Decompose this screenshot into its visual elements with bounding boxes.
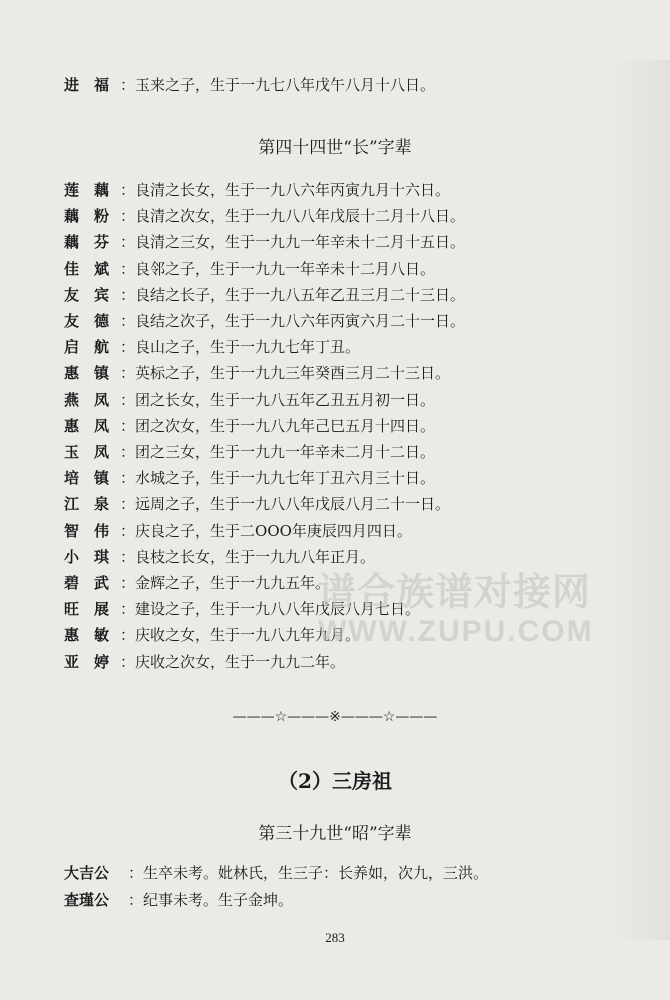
entry-name: 莲 藕 bbox=[64, 181, 110, 199]
entry-name: 藕 芬 bbox=[64, 233, 110, 252]
entry-text: 良清之次女，生于一九八八年戊辰十二月十八日。 bbox=[135, 207, 466, 226]
genealogy-entry bbox=[64, 203, 465, 229]
entry-colon: ： bbox=[120, 233, 136, 252]
genealogy-entry bbox=[64, 570, 330, 596]
entry-text: 水城之子，生于一九九七年丁丑六月三十日。 bbox=[135, 469, 436, 488]
genealogy-entry bbox=[64, 887, 293, 913]
entry-text: 良邻之子，生于一九九一年辛未十二月八日。 bbox=[135, 259, 436, 278]
genealogy-entry bbox=[64, 596, 420, 622]
entry-colon: ： bbox=[120, 547, 136, 566]
entry-name: 进 福 bbox=[64, 76, 110, 94]
watermark-cn: 谱合族谱对接网 bbox=[318, 570, 592, 614]
entry-name: 小 琪 bbox=[64, 547, 110, 566]
entry-colon: ： bbox=[120, 76, 136, 94]
entry-colon: ： bbox=[120, 626, 136, 645]
entry-text: 建设之子，生于一九八八年戊辰八月七日。 bbox=[135, 600, 421, 619]
entry-text: 英标之子，生于一九九三年癸酉三月二十三日。 bbox=[135, 364, 451, 383]
entry-colon: ： bbox=[120, 207, 136, 226]
entry-text: 良结之长子，生于一九八五年乙丑三月二十三日。 bbox=[135, 285, 466, 304]
entry-text: 良枝之长女，生于一九九八年正月。 bbox=[135, 547, 376, 566]
entry-colon: ： bbox=[120, 574, 136, 592]
entry-name: 惠 凤 bbox=[64, 416, 110, 435]
entry-colon: ： bbox=[120, 364, 136, 383]
entry-text: 良清之三女，生于一九九一年辛未十二月十五日。 bbox=[135, 233, 466, 252]
entry-colon: ： bbox=[120, 652, 136, 671]
entry-text: 玉来之子，生于一九七八年戊午八月十八日。 bbox=[135, 76, 436, 94]
section-title: （2）三房祖 bbox=[278, 769, 392, 793]
entry-name: 培 镇 bbox=[64, 469, 110, 488]
entry-name: 燕 凤 bbox=[64, 390, 110, 409]
genealogy-entry bbox=[64, 649, 345, 675]
entry-name: 惠 镇 bbox=[64, 364, 110, 383]
entry-colon: ： bbox=[128, 864, 144, 882]
entry-top bbox=[64, 72, 435, 98]
entry-colon: ： bbox=[120, 521, 136, 540]
entry-colon: ： bbox=[120, 338, 136, 357]
entry-name: 佳 斌 bbox=[64, 259, 110, 278]
genealogy-entry bbox=[64, 360, 450, 386]
entry-name: 碧 武 bbox=[64, 574, 110, 592]
section-divider: ———☆———※———☆——— bbox=[232, 709, 438, 725]
entry-name: 江 泉 bbox=[64, 495, 110, 514]
entry-text: 纪事未考。生子金坤。 bbox=[143, 891, 294, 909]
entry-text: 庆收之女，生于一九八九年九月。 bbox=[135, 626, 361, 645]
page-number: 283 bbox=[325, 930, 345, 945]
genealogy-entry bbox=[64, 308, 465, 334]
entry-name: 智 伟 bbox=[64, 521, 110, 540]
watermark-en: WWW.ZUPU.COM bbox=[318, 615, 594, 648]
entry-text: 团之次女，生于一九八九年己巳五月十四日。 bbox=[135, 416, 436, 435]
entry-colon: ： bbox=[120, 600, 136, 619]
genealogy-entry bbox=[64, 256, 435, 282]
entry-text: 团之三女，生于一九九一年辛未二月十二日。 bbox=[135, 443, 436, 461]
entry-colon: ： bbox=[120, 416, 136, 435]
genealogy-entry bbox=[64, 518, 412, 544]
entry-name: 亚 婷 bbox=[64, 652, 110, 671]
entry-text: 良山之子，生于一九九七年丁丑。 bbox=[135, 338, 361, 357]
entry-text: 良清之长女，生于一九八六年丙寅九月十六日。 bbox=[135, 181, 451, 199]
genealogy-entry bbox=[64, 282, 465, 308]
entry-text: 庆良之子，生于二OOO年庚辰四月四日。 bbox=[135, 521, 412, 540]
entry-text: 生卒未考。妣林氏，生三子：长养如，次九，三洪。 bbox=[143, 864, 489, 882]
entry-text: 团之长女，生于一九八五年乙丑五月初一日。 bbox=[135, 390, 436, 409]
entry-name: 大吉公 bbox=[64, 864, 110, 882]
entry-colon: ： bbox=[120, 469, 136, 488]
genealogy-entry bbox=[64, 491, 450, 517]
entry-colon: ： bbox=[120, 443, 136, 461]
entry-text: 良结之次子，生于一九八六年丙寅六月二十一日。 bbox=[135, 312, 466, 330]
entry-name: 藕 粉 bbox=[64, 207, 110, 226]
entry-colon: ： bbox=[120, 390, 136, 409]
entry-text: 庆收之次女，生于一九九二年。 bbox=[135, 652, 346, 671]
entry-text: 金辉之子，生于一九九五年。 bbox=[135, 574, 331, 592]
entry-name: 友 宾 bbox=[64, 285, 110, 304]
entry-name: 旺 展 bbox=[64, 600, 110, 619]
entry-name: 玉 凤 bbox=[64, 443, 110, 461]
genealogy-entry bbox=[64, 544, 375, 570]
bleed-through-shadow bbox=[610, 60, 670, 940]
entry-colon: ： bbox=[120, 181, 136, 199]
genealogy-entry bbox=[64, 177, 450, 203]
genealogy-entry bbox=[64, 860, 488, 886]
genealogy-entry bbox=[64, 413, 435, 439]
entry-colon: ： bbox=[120, 495, 136, 514]
genealogy-entry bbox=[64, 439, 435, 465]
genealogy-entry bbox=[64, 334, 360, 360]
genealogy-entry bbox=[64, 465, 435, 491]
entry-colon: ： bbox=[120, 285, 136, 304]
entry-colon: ： bbox=[120, 259, 136, 278]
entry-name: 查瑾公 bbox=[64, 891, 110, 909]
genealogy-entry bbox=[64, 229, 465, 255]
entry-name: 惠 敏 bbox=[64, 626, 110, 645]
genealogy-entry bbox=[64, 622, 360, 648]
genealogy-entry bbox=[64, 387, 435, 413]
entry-colon: ： bbox=[128, 891, 144, 909]
generation-heading-44: 第四十四世“长”字辈 bbox=[258, 138, 412, 158]
entry-colon: ： bbox=[120, 312, 136, 330]
generation-heading-39: 第三十九世“昭”字辈 bbox=[258, 824, 412, 844]
entry-text: 远周之子，生于一九八八年戊辰八月二十一日。 bbox=[135, 495, 451, 514]
entry-name: 友 德 bbox=[64, 312, 110, 330]
entry-name: 启 航 bbox=[64, 338, 110, 357]
